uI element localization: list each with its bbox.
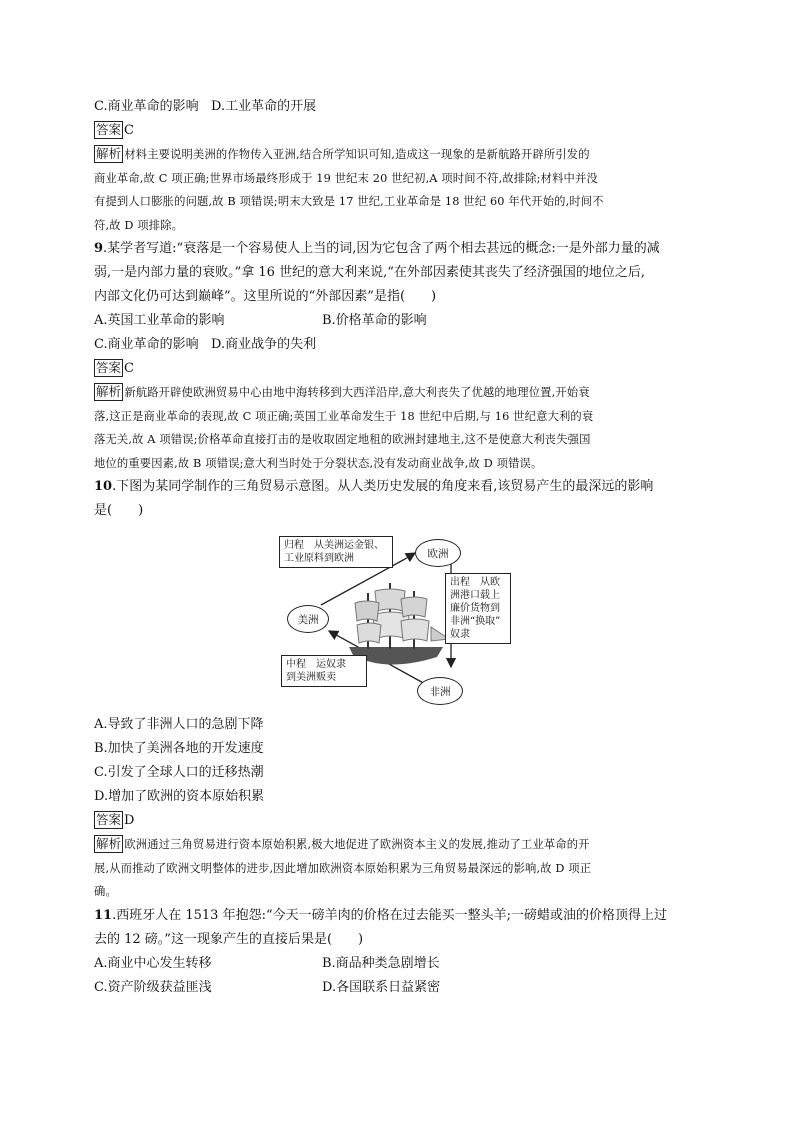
outbound-trip-line: 出程 从欧 [450,577,500,588]
q9-option-c: C.商业革命的影响 [94,337,199,352]
q11-options-cd [94,976,704,1000]
q10-option-b: B.加快了美洲各地的开发速度 [94,741,264,756]
analysis-tag: 解析 [96,836,122,851]
q11-stem [94,904,704,952]
analysis-tag: 解析 [96,146,122,161]
america-node: 美洲 [287,605,329,633]
outbound-trip-line: 廉价货物到 [450,603,500,614]
q11-option-d: D.各国联系日益紧密 [322,979,441,995]
q9-analysis-line: 地位的重要因素,故 B 项错误;意大利当时处于分裂状态,没有发动商业战争,故 D 项错误。 [94,456,543,470]
q9-answer-value: C [124,361,134,376]
q8-analysis-line: 材料主要说明美洲的作物传入亚洲,结合所学知识可知,造成这一现象的是新航路开辟所引发的 [124,148,590,161]
q10-analysis-line: 欧洲通过三角贸易进行资本原始积累,极大地促进了欧洲资本主义的发展,推动了工业革命的开 [124,838,590,851]
q10-analysis-line: 展,从而推动了欧洲文明整体的进步,因此增加欧洲资本原始积累为三角贸易最深远的影响,故 D 项正 [94,861,592,875]
document-page [94,95,704,1000]
q10-option-a: A.导致了非洲人口的急剧下降 [94,717,264,732]
q8-answer [94,119,704,143]
q9-stem-line: 内部文化仍可达到巅峰”。这里所说的“外部因素”是指( ) [94,289,437,304]
q11-stem-line: .西班牙人在 1513 年抱怨:“今天一磅羊肉的价格在过去能买一整头羊;一磅蜡或油的价格顶得上过 [112,907,667,923]
q10-option-c: C.引发了全球人口的迁移热潮 [94,765,264,780]
q9-analysis-line: 新航路开辟使欧洲贸易中心由地中海转移到大西洋沿岸,意大利丧失了优越的地理位置,开始衰 [124,386,590,399]
q9-analysis-line: 落,这正是商业革命的表现,故 C 项正确;英国工业革命发生于 18 世纪中后期,与 16 世纪意大利的衰 [94,409,594,423]
middle-trip-line: 中程 运奴隶 [286,659,346,670]
return-trip-label [279,536,393,568]
outbound-trip-line: 洲港口载上 [450,590,500,601]
q9-option-b: B.价格革命的影响 [322,313,427,328]
europe-node: 欧洲 [415,539,461,567]
q11-option-b: B.商品种类急剧增长 [322,955,440,971]
q9-stem-line: 弱,一是内部力量的衰败。”拿 16 世纪的意大利来说,“在外部因素使其丧失了经济强国的地位之后, [94,265,645,280]
answer-tag: 答案 [96,360,122,375]
q10-answer-value: D [124,813,135,828]
q9-analysis-line: 落无关,故 A 项错误;价格革命直接打击的是收取固定地租的欧洲封建地主,这不是使意大利丧失强国 [94,433,591,446]
answer-tag: 答案 [96,122,122,137]
q9-options-cd [94,333,704,357]
q11-option-c: C.资产阶级获益匪浅 [94,979,212,995]
q8-answer-value: C [124,123,134,138]
q10-option-d: D.增加了欧洲的资本原始积累 [94,789,265,804]
analysis-tag: 解析 [96,384,122,399]
q9-analysis [94,381,704,475]
outbound-trip-label [445,573,511,644]
q10-number: 10 [94,479,113,494]
triangle-trade-diagram [284,537,667,707]
q11-number: 11 [94,907,113,923]
middle-trip-line: 到美洲贩卖 [286,672,336,683]
q9-answer [94,357,704,381]
outbound-trip-line: 奴隶 [450,629,470,640]
return-trip-line: 工业原料到欧洲 [284,553,354,564]
q9-stem-line: .某学者写道:“衰落是一个容易使人上当的词,因为它包含了两个相去甚远的概念:一是外部力量的减 [103,241,660,256]
q10-stem-line: 是( ) [94,503,144,518]
q8-analysis-line: 符,故 D 项排除。 [94,218,184,232]
q8-analysis-line: 有提到人口膨胀的问题,故 B 项错误;明末大致是 17 世纪,工业革命是 18 世纪 60 年代开始的,时间不 [94,195,604,208]
q8-option-c: C.商业革命的影响 [94,99,199,114]
q11-stem-line: 去的 12 磅。”这一现象产生的直接后果是( ) [94,931,364,947]
return-trip-line: 归程 从美洲运金银、 [284,540,384,551]
africa-node: 非洲 [417,677,463,705]
q10-answer [94,809,704,833]
q8-analysis-line: 商业革命,故 C 项正确;世界市场最终形成于 19 世纪末 20 世纪初,A 项时间不符,故排除;材料中并没 [94,171,598,185]
q10-stem [94,475,704,523]
q8-option-d: D.工业革命的开展 [211,99,317,114]
q8-options-cd [94,95,704,119]
q9-stem [94,237,704,309]
q11-option-a: A.商业中心发生转移 [94,955,212,971]
q10-analysis [94,833,704,904]
q10-analysis-line: 确。 [94,885,117,898]
ship-image [349,583,449,665]
q8-analysis [94,143,704,237]
middle-trip-label [281,655,367,687]
q10-stem-line: .下图为某同学制作的三角贸易示意图。从人类历史发展的角度来看,该贸易产生的最深远的影响 [112,479,654,494]
q9-number: 9 [94,241,104,256]
outbound-trip-line: 非洲“换取” [450,616,501,627]
q9-option-d: D.商业战争的失利 [211,337,317,352]
q11-options-ab [94,952,704,976]
q9-options-ab [94,309,704,333]
answer-tag: 答案 [96,812,122,827]
q9-option-a: A.英国工业革命的影响 [94,313,225,328]
